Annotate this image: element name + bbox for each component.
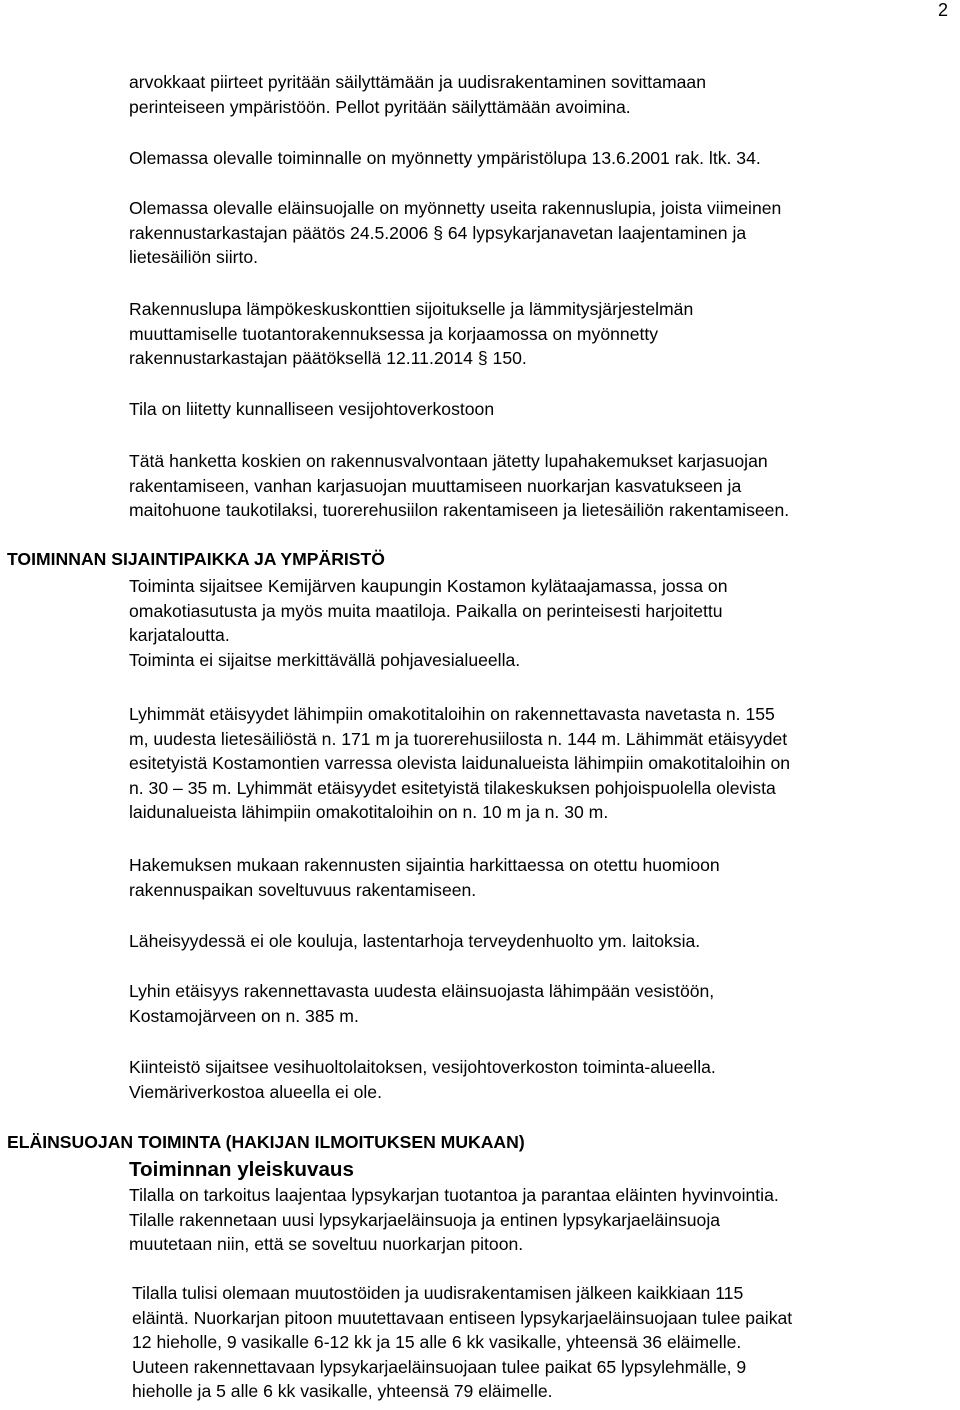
paragraph-environmental-permit bbox=[129, 146, 955, 171]
text-line: Rakennuslupa lämpökeskuskonttien sijoitukselle ja lämmitysjärjestelmän bbox=[129, 299, 694, 319]
text-line: rakennustarkastajan päätöksellä 12.11.2014 § 150. bbox=[129, 348, 527, 368]
paragraph-water-service bbox=[129, 1055, 955, 1104]
text-line: 12 hieholle, 9 vasikalle 6-12 kk ja 15 alle 6 kk vasikalle, yhteensä 36 eläimelle. bbox=[132, 1332, 742, 1352]
text-line: rakennuspaikan soveltuvuus rakentamiseen. bbox=[129, 879, 477, 900]
paragraph-animal-count bbox=[132, 1281, 958, 1404]
text-line: Kostamojärveen on n. 385 m. bbox=[129, 1005, 359, 1026]
text-line: Kiinteistö sijaitsee vesihuoltolaitoksen, vesijohtoverkoston toiminta-alueella. bbox=[129, 1057, 716, 1077]
paragraph-heating-permit bbox=[129, 297, 955, 371]
text-line: hieholle ja 5 alle 6 kk vasikalle, yhteensä 79 eläimelle. bbox=[132, 1381, 553, 1401]
text-line: Olemassa olevalle toiminnalle on myönnetty ympäristölupa 13.6.2001 rak. ltk. 34. bbox=[129, 148, 761, 168]
text-line: Tätä hanketta koskien on rakennusvalvontaan jätetty lupahakemukset karjasuojan bbox=[129, 451, 768, 471]
text-line: Hakemuksen mukaan rakennusten sijaintia harkittaessa on otettu huomioon bbox=[129, 855, 720, 875]
text-line: muutetaan niin, että se soveltuu nuorkarjan pitoon. bbox=[129, 1234, 524, 1254]
paragraph-nearby-institutions bbox=[129, 929, 955, 954]
text-line: Toiminta ei sijaitse merkittävällä pohjavesialueella. bbox=[129, 649, 521, 670]
text-line: Läheisyydessä ei ole kouluja, lastentarhoja terveydenhuolto ym. laitoksia. bbox=[129, 931, 701, 951]
text-line: Viemäriverkostoa alueella ei ole. bbox=[129, 1081, 382, 1102]
text-line: maitohuone taukotilaksi, tuorerehusiilon rakentamiseen ja lietesäiliön rakentamiseen. bbox=[129, 500, 790, 520]
text-line: muuttamiselle tuotantorakennuksessa ja korjaamossa on myönnetty bbox=[129, 323, 659, 344]
text-line: rakentamiseen, vanhan karjasuojan muuttamiseen nuorkarjan kasvatukseen ja bbox=[129, 475, 742, 496]
text-line: Tilalle rakennetaan uusi lypsykarjaeläinsuoja ja entinen lypsykarjaeläinsuoja bbox=[129, 1209, 721, 1230]
paragraph-site-suitability bbox=[129, 853, 955, 902]
paragraph-applications bbox=[129, 449, 955, 523]
paragraph-landscape bbox=[129, 70, 955, 119]
paragraph-overview bbox=[129, 1183, 955, 1257]
text-line: rakennustarkastajan päätös 24.5.2006 § 64 lypsykarjanavetan laajentaminen ja bbox=[129, 222, 747, 243]
subheading-overview: Toiminnan yleiskuvaus bbox=[129, 1158, 354, 1181]
paragraph-location bbox=[129, 574, 955, 672]
text-line: esitetyistä Kostamontien varressa olevista laidunalueista lähimpiin omakotitaloihin on bbox=[129, 753, 791, 773]
section-heading-location: TOIMINNAN SIJAINTIPAIKKA JA YMPÄRISTÖ bbox=[7, 549, 385, 569]
section-heading-operation: ELÄINSUOJAN TOIMINTA (HAKIJAN ILMOITUKSEN MUKAAN) bbox=[7, 1132, 525, 1152]
text-line: n. 30 – 35 m. Lyhimmät etäisyydet esitetyistä tilakeskuksen pohjoispuolella olevista bbox=[129, 777, 776, 798]
text-line: Tila on liitetty kunnalliseen vesijohtoverkostoon bbox=[129, 399, 495, 419]
text-line: lietesäiliön siirto. bbox=[129, 247, 259, 267]
text-line: Lyhin etäisyys rakennettavasta uudesta eläinsuojasta lähimpään vesistöön, bbox=[129, 981, 715, 1001]
text-line: m, uudesta lietesäiliöstä n. 171 m ja tuorerehusiilosta n. 144 m. Lähimmät etäisyydet bbox=[129, 728, 788, 749]
paragraph-building-permits bbox=[129, 196, 955, 270]
text-line: Lyhimmät etäisyydet lähimpiin omakotitaloihin on rakennettavasta navetasta n. 155 bbox=[129, 704, 775, 724]
text-line: Tilalla on tarkoitus laajentaa lypsykarjan tuotantoa ja parantaa eläinten hyvinvointia. bbox=[129, 1185, 779, 1205]
text-line: Tilalla tulisi olemaan muutostöiden ja uudisrakentamisen jälkeen kaikkiaan 115 bbox=[132, 1283, 744, 1303]
text-line: Uuteen rakennettavaan lypsykarjaeläinsuojaan tulee paikat 65 lypsylehmälle, 9 bbox=[132, 1356, 747, 1377]
paragraph-water-body-distance bbox=[129, 979, 955, 1028]
text-line: Olemassa olevalle eläinsuojalle on myönnetty useita rakennuslupia, joista viimeinen bbox=[129, 198, 782, 218]
text-line: karjataloutta. bbox=[129, 625, 230, 645]
paragraph-water-supply bbox=[129, 397, 955, 422]
text-line: eläintä. Nuorkarjan pitoon muutettavaan entiseen lypsykarjaeläinsuojaan tulee paikat bbox=[132, 1307, 793, 1328]
paragraph-distances bbox=[129, 702, 955, 825]
text-line: omakotiasutusta ja myös muita maatiloja. Paikalla on perinteisesti harjoitettu bbox=[129, 600, 723, 621]
text-line: laidunalueista lähimpiin omakotitaloihin on n. 10 m ja n. 30 m. bbox=[129, 802, 609, 822]
text-line: arvokkaat piirteet pyritään säilyttämään ja uudisrakentaminen sovittamaan bbox=[129, 72, 706, 92]
page-number: 2 bbox=[938, 0, 949, 20]
text-line: Toiminta sijaitsee Kemijärven kaupungin Kostamon kylätaajamassa, jossa on bbox=[129, 576, 728, 596]
text-line: perinteiseen ympäristöön. Pellot pyritään säilyttämään avoimina. bbox=[129, 96, 631, 117]
